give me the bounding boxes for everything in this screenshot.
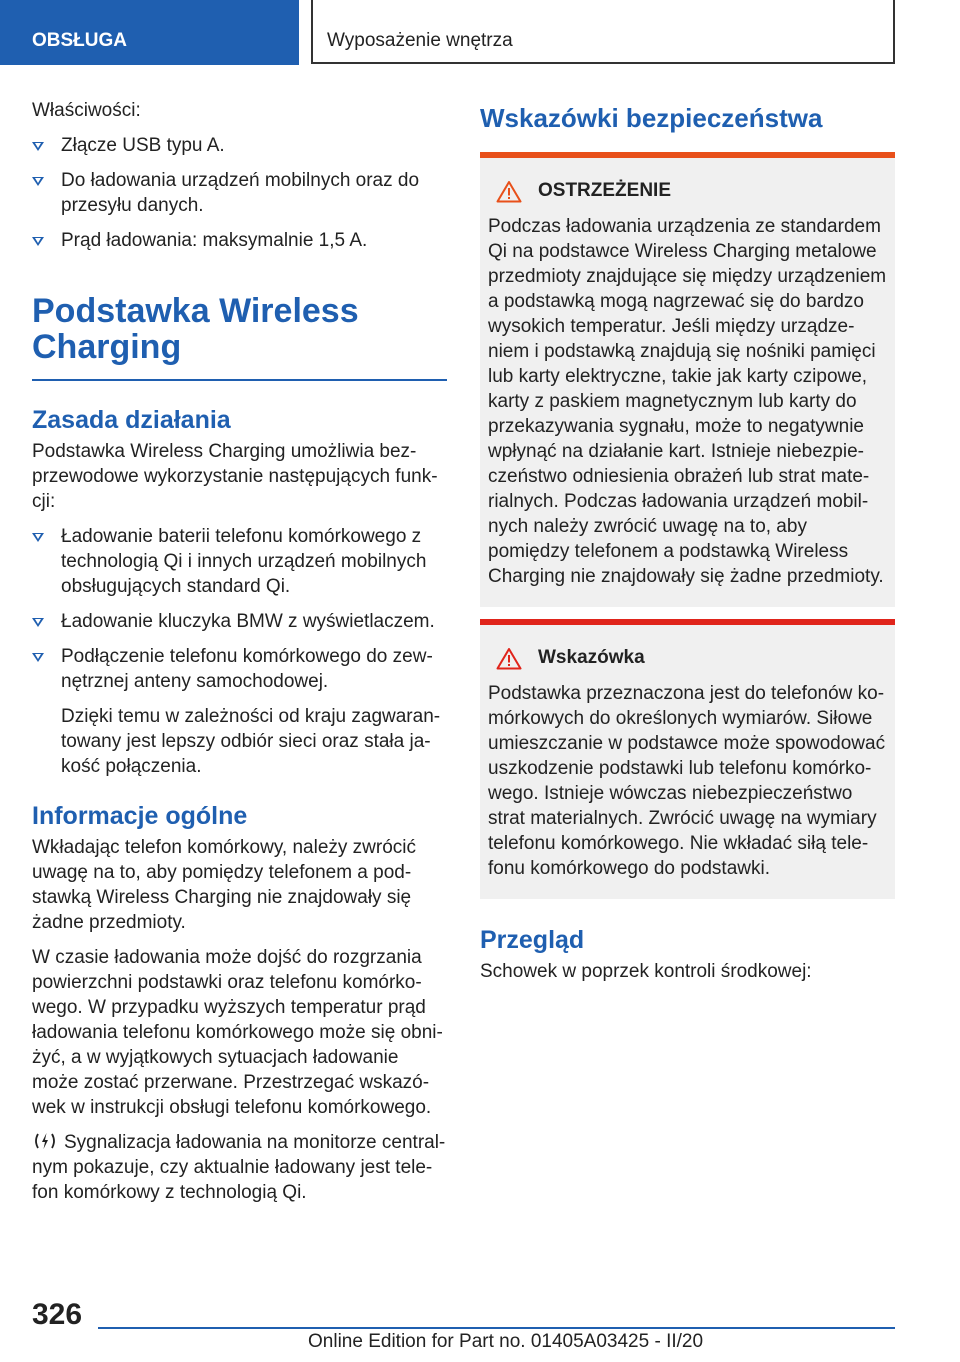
note-box: [480, 619, 895, 899]
warning-label: OSTRZEŻENIE: [538, 180, 672, 201]
przeglad-text: Schowek w poprzek kontroli środkowej:: [480, 961, 812, 982]
bullet-triangle-icon: [32, 618, 44, 627]
list-item: Ładowanie baterii telefonu komórkowego z technologią Qi i innych urządzeń mobilnych obsługujących standard Qi.: [32, 524, 447, 599]
info-paragraph-1: Wkładając telefon komórkowy, należy zwrócić uwagę na to, aby pomiędzy telefonem a pod-stawką Wireless Charging nie znajdowały się żadne przedmioty.: [32, 837, 417, 933]
list-item: Do ładowania urządzeń mobilnych oraz do przesyłu danych.: [32, 168, 447, 218]
warning-triangle-icon: [496, 647, 522, 670]
section-tab: OBSŁUGA: [0, 0, 299, 65]
zasada-intro: Podstawka Wireless Charging umożliwia bez-przewodowe wykorzystanie następujących funk-cji:: [32, 441, 438, 512]
list-item: Złącze USB typu A.: [32, 133, 447, 158]
warning-box: [480, 152, 895, 607]
info-heading: Informacje ogólne: [32, 802, 248, 830]
safety-heading: Wskazówki bezpieczeństwa: [480, 103, 823, 133]
chapter-title: Wyposażenie wnętrza: [311, 0, 895, 64]
info-paragraph-3: Sygnalizacja ładowania na monitorze central-nym pokazuje, czy aktualnie ładowany jest tele-fon komórkowy z technologią Qi.: [32, 1132, 446, 1203]
note-label: Wskazówka: [538, 647, 645, 668]
warning-triangle-icon: [496, 180, 522, 203]
przeglad-heading: Przegląd: [480, 926, 585, 954]
page-number: 326: [32, 1298, 83, 1331]
bullet-triangle-icon: [32, 533, 44, 542]
edition-text: Online Edition for Part no. 01405A03425 - II/20: [308, 1331, 704, 1352]
function-sub-text: Dzięki temu w zależności od kraju zagwaran-towany jest lepszy odbiór sieci oraz stała ja-kość połączenia.: [61, 706, 441, 777]
list-item: Ładowanie kluczyka BMW z wyświetlaczem.: [32, 609, 447, 634]
footer-divider: [98, 1327, 895, 1329]
note-text: Podstawka przeznaczona jest do telefonów ko-mórkowych do określonych wymiarów. Siłowe umieszczanie w podstawce może spowodować uszkodzenie podstawki lub telefonu komórko-wego. Istnieje wówczas niebezpieczeństwo strat materialnych. Zwrócić uwagę na wymiary telefonu komórkowego. Nie wkładać siłą tele-fonu komórkowego do podstawki.: [488, 683, 886, 879]
wireless-charging-icon: [32, 1131, 58, 1151]
bullet-triangle-icon: [32, 142, 44, 151]
list-item: Podłączenie telefonu komórkowego do zew-nętrznej anteny samochodowej. Dzięki temu w zależności od kraju zagwaran-towany jest lepszy odbiór sieci oraz stała ja-kość połączenia.: [32, 644, 447, 779]
main-heading: Podstawka Wireless Charging: [32, 292, 359, 366]
zasada-heading: Zasada działania: [32, 406, 231, 434]
bullet-triangle-icon: [32, 237, 44, 246]
list-item: Prąd ładowania: maksymalnie 1,5 A.: [32, 228, 447, 253]
left-column: [32, 98, 447, 1205]
properties-label: Właściwości:: [32, 100, 141, 121]
bullet-triangle-icon: [32, 177, 44, 186]
warning-text: Podczas ładowania urządzenia ze standardem Qi na podstawce Wireless Charging metalowe przedmioty znajdujące się między urządzeniem a podstawką mogą nagrzewać się do bardzo wysokich temperatur. Jeśli między urządze-niem i podstawką znajdują się nośniki pamięci lub karty elektryczne, takie jak karty czipowe, karty z paskiem magnetycznym lub karty do przekazywania sygnału, może to negatywnie wpłynąć na działanie kart. Istnieje niebezpie-czeństwo odniesienia obrażeń lub strat mate-rialnych. Podczas ładowania urządzeń mobil-nych należy zwrócić uwagę na to, aby pomiędzy telefonem a podstawką Wireless Charging nie znajdowały się żadne przedmioty.: [488, 216, 887, 587]
functions-list: [32, 524, 447, 779]
info-paragraph-2: W czasie ładowania może dojść do rozgrzania powierzchni podstawki oraz telefonu komórko-wego. W przypadku wyższych temperatur prąd ładowania telefonu komórkowego może się obni-żyć, a w wyjątkowych sytuacjach ładowanie może zostać przerwane. Przestrzegać wskazó-wek w instrukcji obsługi telefonu komórkowego.: [32, 947, 443, 1118]
properties-list: [32, 133, 447, 253]
heading-divider: [32, 379, 447, 381]
right-column: [480, 98, 895, 984]
bullet-triangle-icon: [32, 653, 44, 662]
